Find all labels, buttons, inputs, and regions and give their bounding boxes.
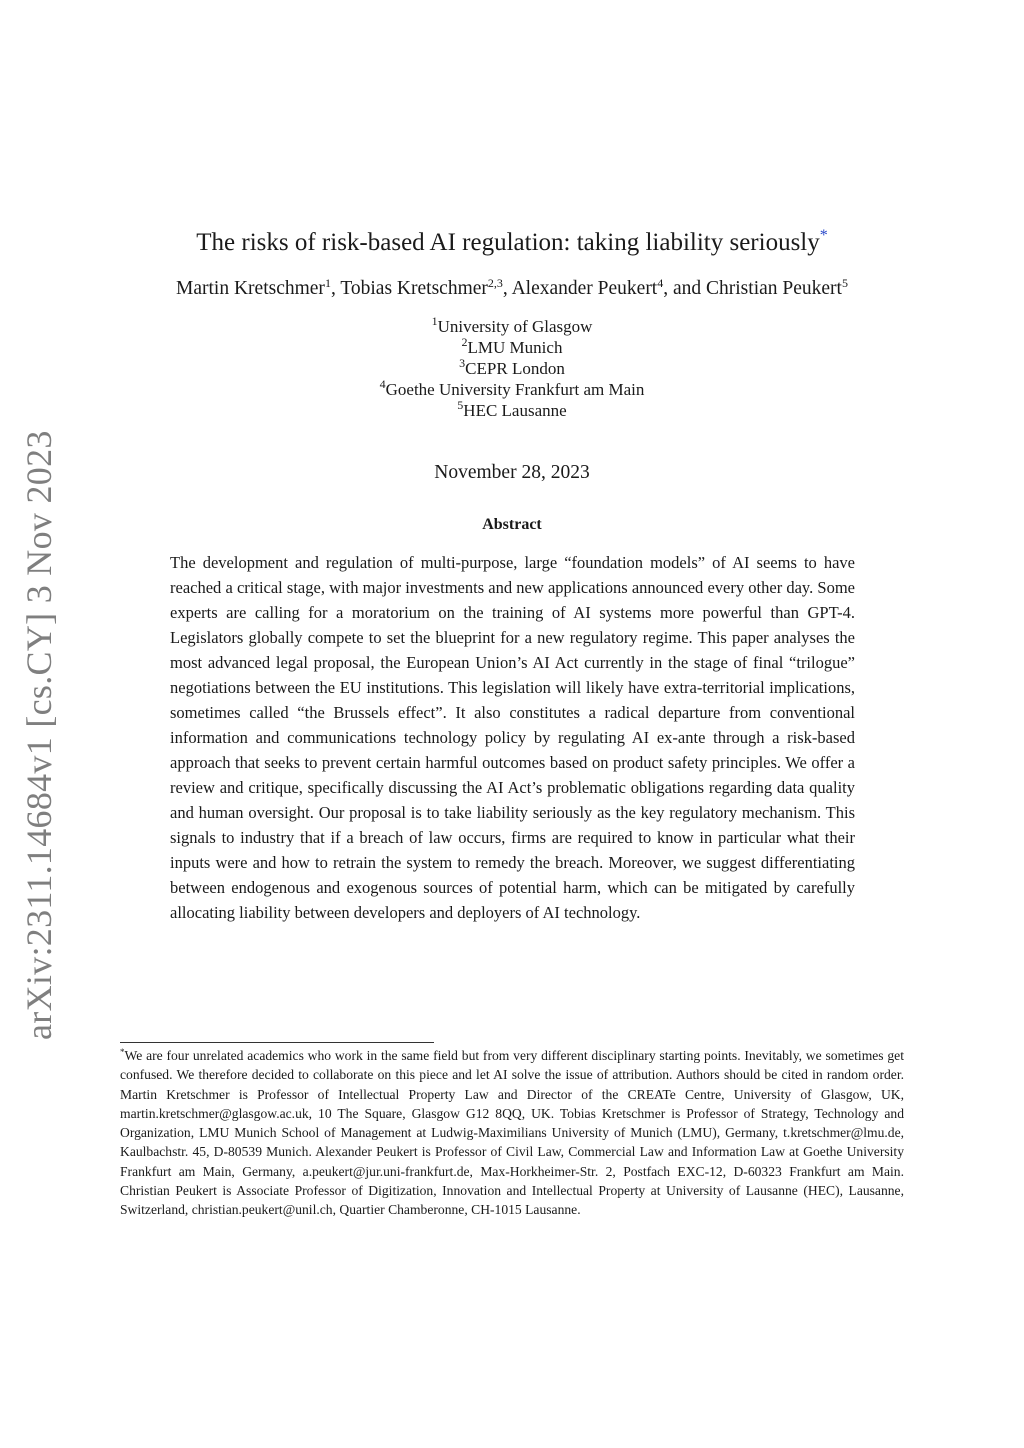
- affiliation-name: University of Glasgow: [437, 317, 593, 336]
- affiliation-list: [0, 316, 1024, 421]
- affiliation-name: HEC Lausanne: [463, 401, 567, 420]
- title-footnote: [120, 1046, 904, 1220]
- affiliation-marker: 1: [431, 314, 438, 328]
- paper-title: [0, 220, 1024, 259]
- author-name: Martin Kretschmer: [176, 278, 325, 299]
- paper-title-text: The risks of risk-based AI regulation: taking liability seriously: [196, 229, 820, 256]
- abstract-text: The development and regulation of multi-purpose, large “foundation models” of AI seems to have reached a critical stage, with major investments and new applications announced every other day. Some experts are calling for a moratorium on the training of AI systems more powerful than GPT-4. Legislators globally compete to set the blueprint for a new regulatory regime. This paper analyses the most advanced legal proposal, the European Union’s AI Act currently in the stage of final “trilogue” negotiations between the EU institutions. This legislation will likely have extra-territorial implications, sometimes called “the Brussels effect”. It also constitutes a radical departure from conventional information and communications technology policy by regulating AI ex-ante through a risk-based approach that seeks to prevent certain harmful outcomes based on product safety principles. We offer a review and critique, specifically discussing the AI Act’s problematic obligations regarding data quality and human oversight. Our proposal is to take liability seriously as the key regulatory mechanism. This signals to industry that if a breach of law occurs, firms are required to know in particular what their inputs were and how to retrain the system to remedy the breach. Moreover, we suggest differentiating between endogenous and exogenous sources of potential harm, which can be mitigated by carefully allocating liability between developers and deployers of AI technology.: [170, 553, 855, 922]
- affiliation-marker: 2: [461, 335, 468, 349]
- footnote-marker: *: [120, 1047, 125, 1057]
- author-affiliation-marker: 2,3: [487, 276, 503, 290]
- affiliation: [0, 400, 1024, 421]
- affiliation-name: LMU Munich: [467, 338, 563, 357]
- author-name: Alexander Peukert: [511, 278, 658, 299]
- author-affiliation-marker: 4: [657, 276, 664, 290]
- publication-date: November 28, 2023: [434, 462, 590, 483]
- author-affiliation-marker: 5: [841, 276, 848, 290]
- footnote-divider: [120, 1042, 434, 1043]
- affiliation-name: CEPR London: [465, 359, 565, 378]
- arxiv-identifier-stamp: arXiv:2311.14684v1 [cs.CY] 3 Nov 2023: [19, 430, 59, 1040]
- title-footnote-link[interactable]: *: [819, 227, 828, 244]
- author-separator: , and: [663, 278, 707, 299]
- affiliation-marker: 4: [379, 377, 386, 391]
- affiliation: [0, 337, 1024, 358]
- author-list: [0, 276, 1024, 302]
- author-separator: ,: [502, 278, 512, 299]
- footnote-text: We are four unrelated academics who work in the same field but from very different disciplinary starting points. Inevitably, we sometimes get confused. We therefore decided to collaborate on this piece and let AI solve the issue of attribution. Authors should be cited in random order. Martin Kretschmer is Professor of Intellectual Property Law and Director of the CREATe Centre, University of Glasgow, UK, martin.kretschmer@glasgow.ac.uk, 10 The Square, Glasgow G12 8QQ, UK. Tobias Kretschmer is Professor of Strategy, Technology and Organization, LMU Munich School of Management at Ludwig-Maximilians University of Munich (LMU), Germany, t.kretschmer@lmu.de, Kaulbachstr. 45, D-80539 Munich. Alexander Peukert is Professor of Civil Law, Commercial Law and Information Law at Goethe University Frankfurt am Main, Germany, a.peukert@jur.uni-frankfurt.de, Max-Horkheimer-Str. 2, Postfach EXC-12, D-60323 Frankfurt am Main. Christian Peukert is Associate Professor of Digitization, Innovation and Intellectual Property at University of Lausanne (HEC), Lausanne, Switzerland, christian.peukert@unil.ch, Quartier Chamberonne, CH-1015 Lausanne.: [120, 1048, 904, 1218]
- author-name: Christian Peukert: [706, 278, 842, 299]
- author-name: Tobias Kretschmer: [340, 278, 488, 299]
- author-separator: ,: [330, 278, 341, 299]
- abstract-heading: Abstract: [482, 516, 542, 533]
- affiliation: [0, 316, 1024, 337]
- author-affiliation-marker: 1: [324, 276, 331, 290]
- affiliation-marker: 3: [459, 356, 466, 370]
- affiliation-name: Goethe University Frankfurt am Main: [385, 380, 645, 399]
- affiliation: [0, 379, 1024, 400]
- affiliation: [0, 358, 1024, 379]
- affiliation-marker: 5: [457, 398, 464, 412]
